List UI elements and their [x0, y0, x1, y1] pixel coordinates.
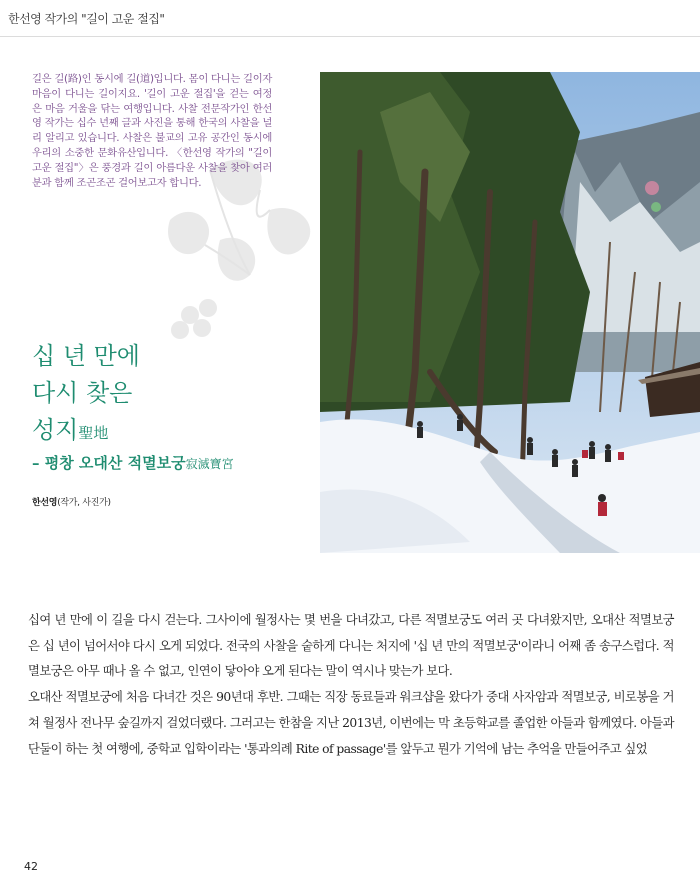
- temple-path-photo: [320, 72, 700, 553]
- title-line-3-main: 성지: [32, 416, 79, 444]
- article-body: [28, 608, 674, 762]
- header-divider: [0, 36, 700, 37]
- title-line-1: 십 년 만에: [32, 342, 140, 370]
- title-line-3: [32, 410, 108, 445]
- author-role: (작가, 사진가): [57, 498, 111, 508]
- title-line-3-hanja: 聖地: [78, 424, 109, 442]
- author-credit: [32, 495, 111, 508]
- title-line-2: 다시 찾은: [32, 379, 133, 407]
- body-paragraph: 십여 년 만에 이 길을 다시 걷는다. 그사이에 월정사는 몇 번을 다녀갔고, 다른 적멸보궁도 여러 곳 다녀왔지만, 오대산 적멸보궁은 십 년이 넘어서야 다시 오게 되었다. 전국의 사찰을 숱하게 다니는 처지에 '십 년 만의 적멸보궁'이라니 어째 좀 송구스럽다. 적멸보궁은 아무 때나 올 수 없고, 인연이 닿아야 오게 된다는 말이 역시나 맞는가 보다.: [28, 613, 674, 679]
- running-header: 한선영 작가의 "길이 고운 절집": [8, 12, 165, 26]
- author-name: 한선영: [32, 498, 58, 508]
- intro-paragraph: 길은 길(路)인 동시에 길(道)입니다. 몸이 다니는 길이자 마음이 다니는 길이지요. '길이 고운 절집'을 걷는 여정은 마음 거울을 닦는 여행입니다. 사찰 전문작가인 한선영 작가는 십수 년째 글과 사진을 통해 한국의 사찰을 널리 알리고 있습니다. 사찰은 불교의 고유 공간인 동시에 우리의 소중한 문화유산입니다. 〈한선영 작가의 "길이 고운 절집"〉은 풍경과 길이 아름다운 사찰을 찾아 여러분과 함께 조곤조곤 걸어보고자 합니다.: [32, 73, 272, 189]
- page-number: 42: [24, 860, 38, 873]
- subtitle-hanja: 寂滅寶宮: [185, 457, 234, 471]
- subtitle: [32, 452, 234, 473]
- subtitle-main: – 평창 오대산 적멸보궁: [32, 454, 186, 472]
- body-paragraph: 오대산 적멸보궁에 처음 다녀간 것은 90년대 후반. 그때는 직장 동료들과 워크샵을 왔다가 중대 사자암과 적멸보궁, 비로봉을 거쳐 월정사 전나무 숲길까지 걸었더랬다. 그러고는 한참을 지난 2013년, 이번에는 막 초등학교를 졸업한 아들과 함께였다. 아들과 단둘이 하는 첫 여행에, 중학교 입학이라는 '통과의례 Rite of passage'를 앞두고 뭔가 기억에 남는 추억을 만들어주고 싶었: [28, 690, 674, 756]
